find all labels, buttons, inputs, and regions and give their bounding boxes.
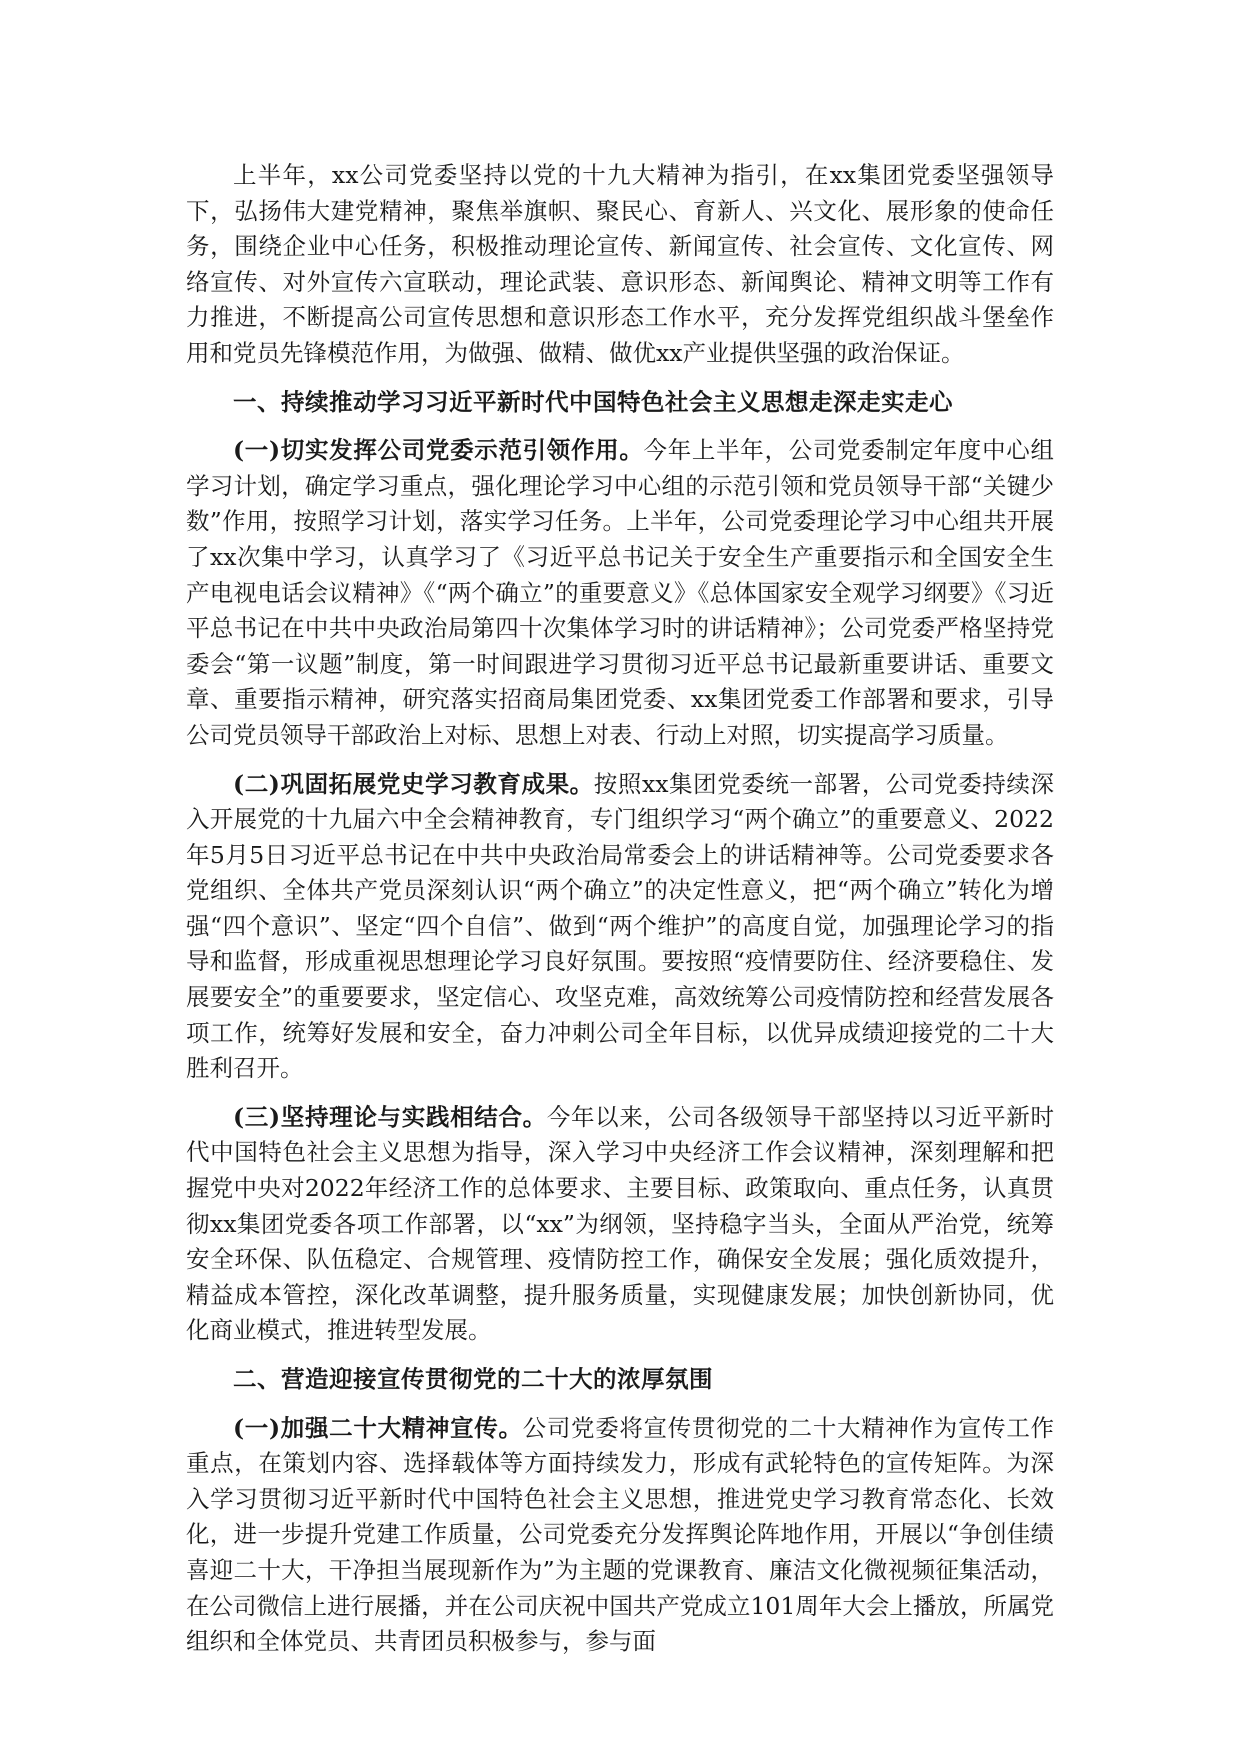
section-1-item-2	[186, 767, 1054, 1087]
section-1-item-1	[186, 433, 1054, 753]
section-2-item-1	[186, 1411, 1054, 1660]
item-lead: (一)加强二十大精神宣传。	[233, 1413, 523, 1442]
section-2-heading: 二、营造迎接宣传贯彻党的二十大的浓厚氛围	[233, 1365, 713, 1393]
intro-paragraph: 上半年，xx公司党委坚持以党的十九大精神为指引，在xx集团党委坚强领导下，弘扬伟大建党精神，聚焦举旗帜、聚民心、育新人、兴文化、展形象的使命任务，围绕企业中心任务，积极推动理论宣传、新闻宣传、社会宣传、文化宣传、网络宣传、对外宣传六宣联动，理论武装、意识形态、新闻舆论、精神文明等工作有力推进，不断提高公司宣传思想和意识形态工作水平，充分发挥党组织战斗堡垒作用和党员先锋模范作用，为做强、做精、做优xx产业提供坚强的政治保证。	[186, 161, 1054, 367]
item-lead: (三)坚持理论与实践相结合。	[233, 1102, 547, 1131]
item-lead: (一)切实发挥公司党委示范引领作用。	[233, 436, 644, 465]
item-body: 今年上半年，公司党委制定年度中心组学习计划，确定学习重点，强化理论学习中心组的示范引领和党员领导干部“关键少数”作用，按照学习计划，落实学习任务。上半年，公司党委理论学习中心组共开展了xx次集中学习，认真学习了《习近平总书记关于安全生产重要指示和全国安全生产电视电话会议精神》《“两个确立”的重要意义》《总体国家安全观学习纲要》《习近平总书记在中共中央政治局第四十次集体学习时的讲话精神》；公司党委严格坚持党委会“第一议题”制度，第一时间跟进学习贯彻习近平总书记最新重要讲话、重要文章、重要指示精神，研究落实招商局集团党委、xx集团党委工作部署和要求，引导公司党员领导干部政治上对标、思想上对表、行动上对照，切实提高学习质量。	[186, 436, 1054, 749]
item-body: 公司党委将宣传贯彻党的二十大精神作为宣传工作重点，在策划内容、选择载体等方面持续发力，形成有武轮特色的宣传矩阵。为深入学习贯彻习近平新时代中国特色社会主义思想，推进党史学习教育常态化、长效化，进一步提升党建工作质量，公司党委充分发挥舆论阵地作用，开展以“争创佳绩喜迎二十大，干净担当展现新作为”为主题的党课教育、廉洁文化微视频征集活动，在公司微信上进行展播，并在公司庆祝中国共产党成立101周年大会上播放，所属党组织和全体党员、共青团员积极参与，参与面	[186, 1413, 1055, 1656]
section-1-heading: 一、持续推动学习习近平新时代中国特色社会主义思想走深走实走心	[233, 387, 953, 416]
item-lead: (二)巩固拓展党史学习教育成果。	[233, 769, 594, 798]
item-body: 按照xx集团党委统一部署，公司党委持续深入开展党的十九届六中全会精神教育，专门组织学习“两个确立”的重要意义、2022年5月5日习近平总书记在中共中央政治局常委会上的讲话精神等。公司党委要求各党组织、全体共产党员深刻认识“两个确立”的决定性意义，把“两个确立”转化为增强“四个意识”、坚定“四个自信”、做到“两个维护”的高度自觉，加强理论学习的指导和监督，形成重视思想理论学习良好氛围。要按照“疫情要防住、经济要稳住、发展要安全”的重要要求，坚定信心、攻坚克难，高效统筹公司疫情防控和经营发展各项工作，统筹好发展和安全，奋力冲刺公司全年目标，以优异成绩迎接党的二十大胜利召开。	[186, 769, 1054, 1083]
section-1-item-3	[186, 1100, 1054, 1349]
item-body: 今年以来，公司各级领导干部坚持以习近平新时代中国特色社会主义思想为指导，深入学习中央经济工作会议精神，深刻理解和把握党中央对2022年经济工作的总体要求、主要目标、政策取向、重点任务，认真贯彻xx集团党委各项工作部署，以“xx”为纲领，坚持稳字当头，全面从严治党，统筹安全环保、队伍稳定、合规管理、疫情防控工作，确保安全发展；强化质效提升，精益成本管控，深化改革调整，提升服务质量，实现健康发展；加快创新协同，优化商业模式，推进转型发展。	[186, 1102, 1054, 1345]
